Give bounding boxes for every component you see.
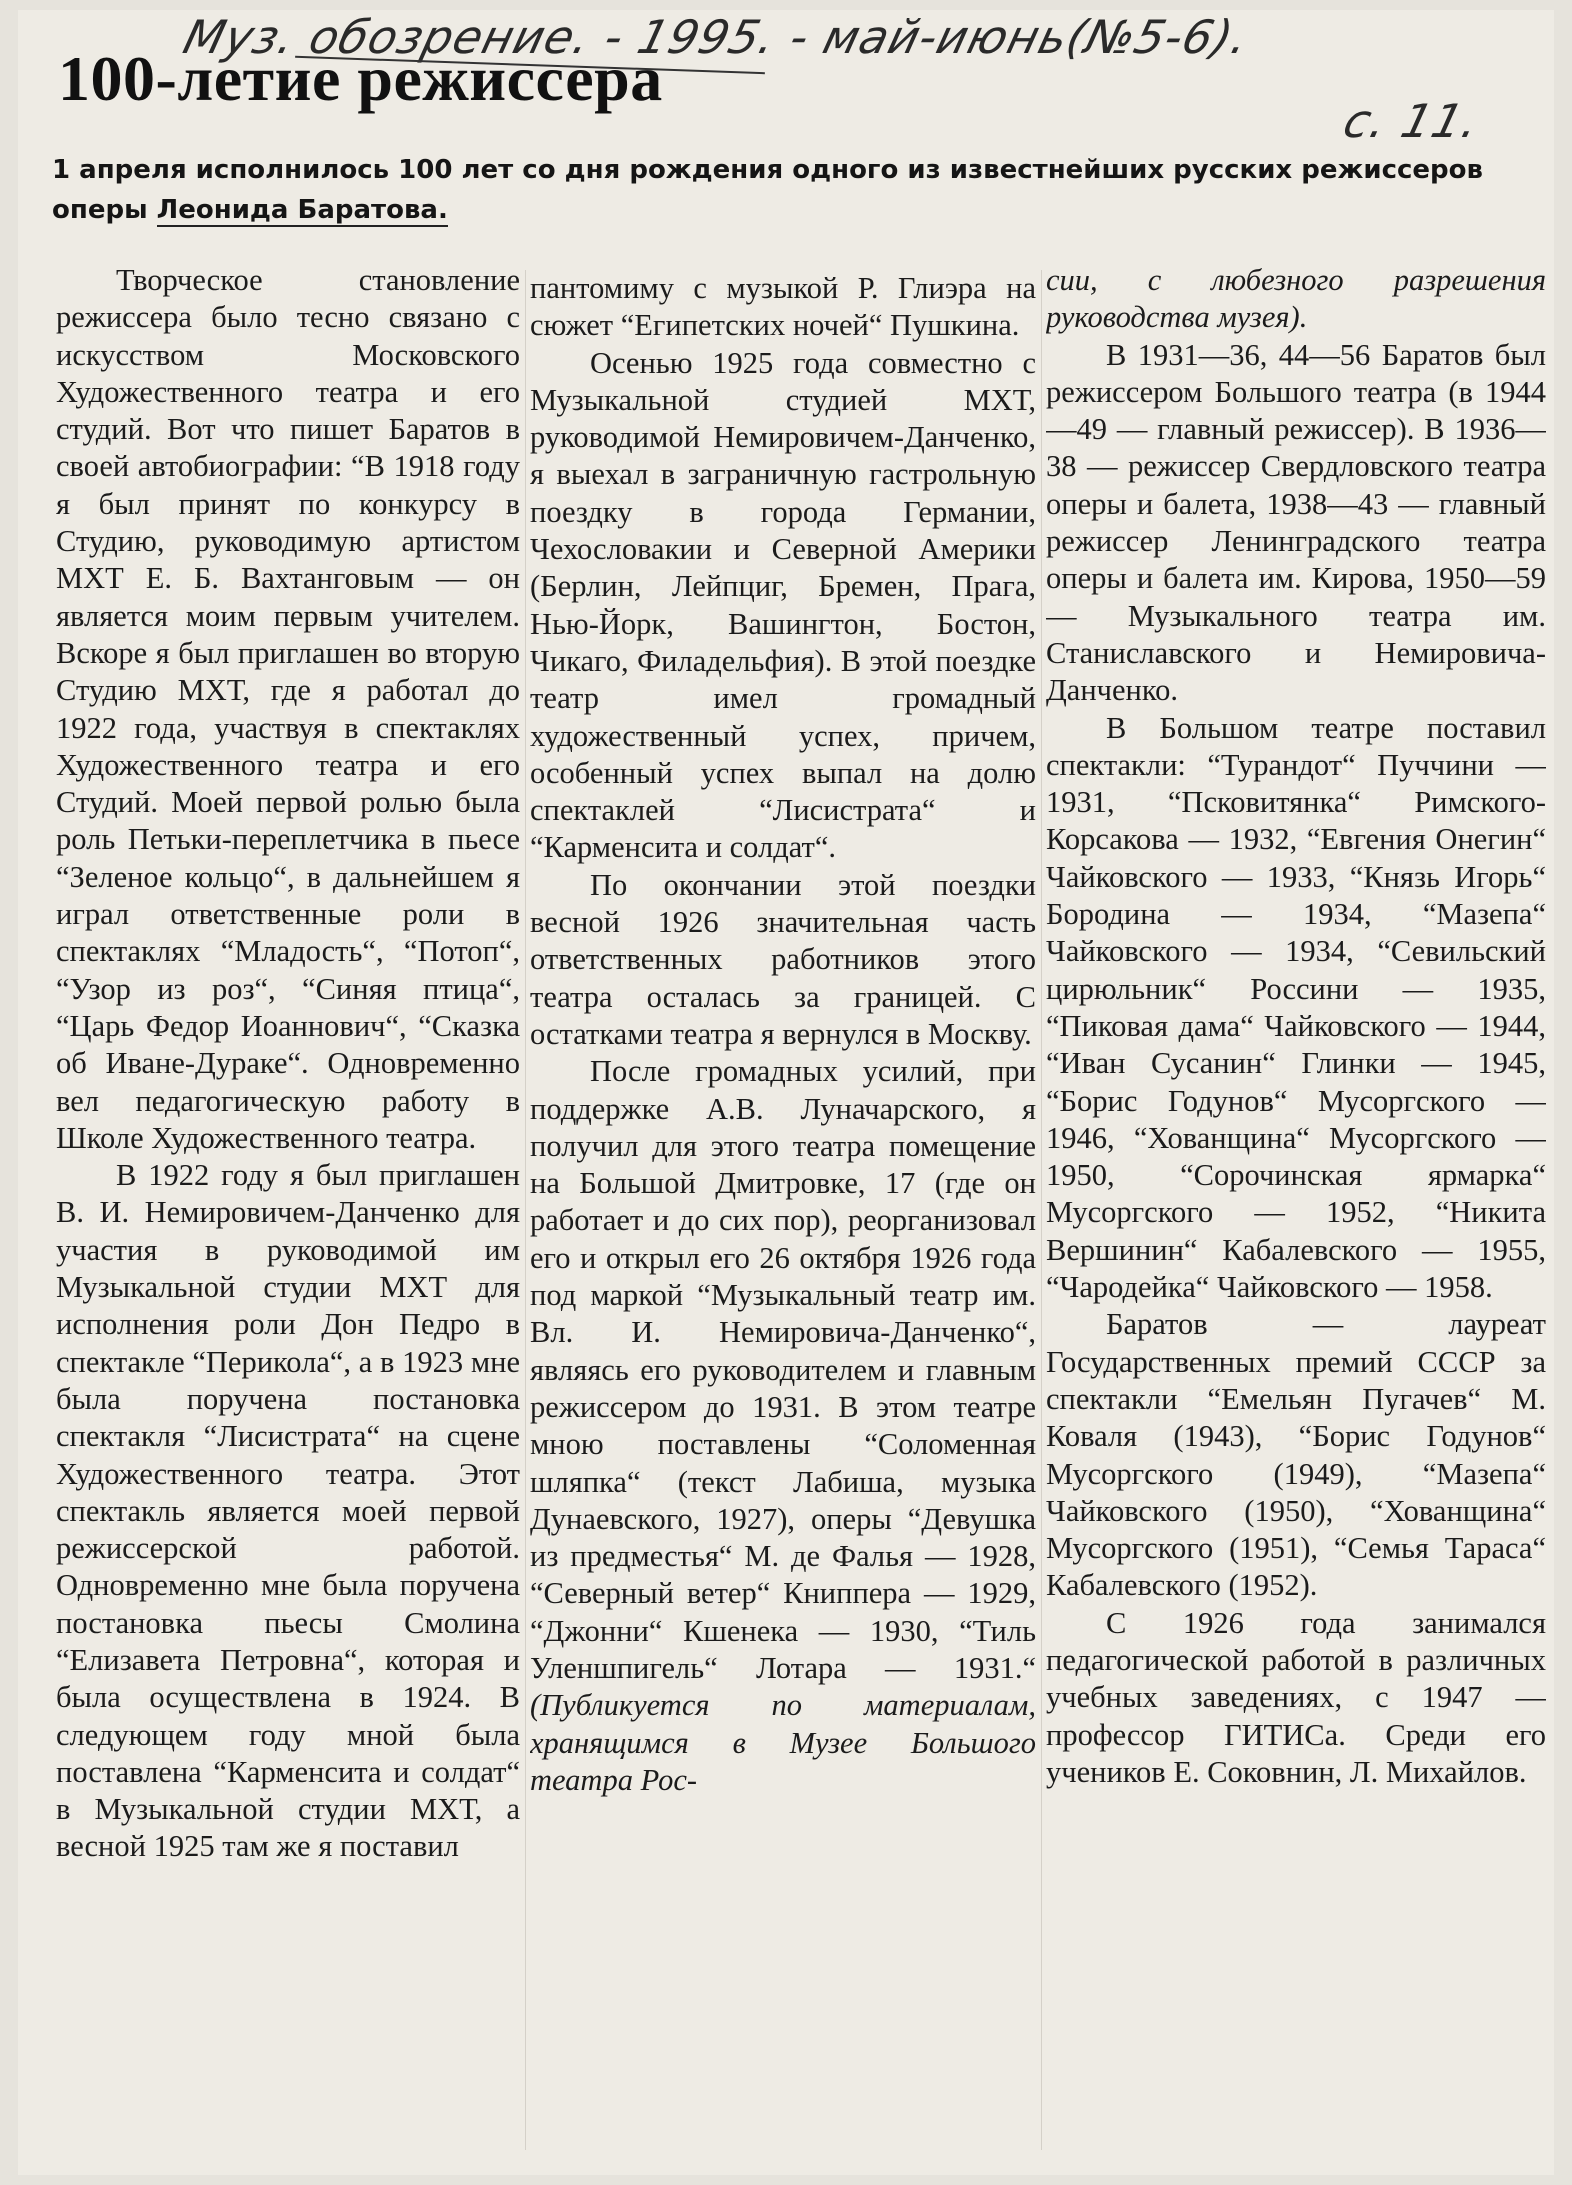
paragraph: Баратов — лауреат Государственных премий СССР за спектакли “Емельян Пугачев“ М. Коваля (1943), “Борис Годунов“ Мусоргского (1949), “Мазепа“ Чайковского (1950), “Хованщина“ Мусоргского (1951), “Семья Тараса“ Кабалевского (1952). bbox=[1046, 1307, 1546, 1603]
credit-text: сии, с любезного разрешения руководства музея). bbox=[1046, 263, 1546, 335]
paragraph-text: После громадных усилий, при поддержке А.В. Луначарского, я получил для этого театра помещение на Большой Дмитровке, 17 (где он работает и до сих пор), реорганизовал его и открыл его 26 октября 1926 года под маркой “Музыкальный театр им. Вл. И. Немировича-Данченко“, являясь его руководителем и главным режиссером до 1931. В этом театре мною поставлены “Соломенная шляпка“ (текст Лабиша, музыка Дунаевского, 1927), оперы “Девушка из предместья“ М. де Фалья — 1928, “Северный ветер“ Книппера — 1929, “Джонни“ Кшенека — 1930, “Тиль Уленшпигель“ Лотара — 1931.“ bbox=[530, 1054, 1036, 1685]
paragraph: Осенью 1925 года совместно с Музыкальной студией МХТ, руководимой Немировичем-Данченко, я выехал в заграничную гастрольную поездку в города Германии, Чехословакии и Северной Америки (Берлин, Лейпциг, Бремен, Прага, Нью-Йорк, Вашингтон, Бостон, Чикаго, Филадельфия). В этой поездке театр имел громадный художественный успех, причем, особенный успех выпал на долю спектаклей “Лисистрата“ и “Карменсита и солдат“. bbox=[530, 345, 1036, 865]
paragraph: Творческое становление режиссера было тесно связано с искусством Московского Художественного театра и его студий. Вот что пишет Баратов в своей автобиографии: “В 1918 году я был принят по конкурсу в Студию, руководимую артистом МХТ Е. Б. Вахтанговым — он является моим первым учителем. Вскоре я был приглашен во вторую Студию МХТ, где я работал до 1922 года, участвуя в спектаклях Художественного театра и его Студий. Моей первой ролью была роль Петьки-переплетчика в пьесе “Зеленое кольцо“, в дальнейшем я играл ответственные роли в спектаклях “Младость“, “Потоп“, “Узор из роз“, “Синяя птица“, “Царь Федор Иоаннович“, “Сказка об Иване-Дураке“. Одновременно вел педагогическую работу в Школе Художественного театра. bbox=[56, 263, 520, 1155]
paragraph: С 1926 года занимался педагогической работой в различных учебных заведениях, с 1947 — профессор ГИТИСа. Среди его учеников Е. Соковнин, Л. Михайлов. bbox=[1046, 1605, 1546, 1789]
column-gutter bbox=[525, 270, 526, 2150]
paragraph: В 1931—36, 44—56 Баратов был режиссером Большого театра (в 1944—49 — главный режиссер). В 1936—38 — режиссер Свердловского театра оперы и балета, 1938—43 — главный режиссер Ленинградского театра оперы и балета им. Кирова, 1950—59 — Музыкального театра им. Станиславского и Немировича-Данченко. bbox=[1046, 337, 1546, 708]
publication-credit: (Публикуется по материалам, хранящимся в Музее Большого театра Рос- bbox=[530, 1688, 1036, 1797]
article-column-2 bbox=[530, 270, 1036, 2160]
lead-name: Леонида Баратова. bbox=[156, 195, 448, 225]
lead-text: 1 апреля исполнилось 100 лет со дня рождения одного из известнейших русских режиссеров оперы bbox=[52, 155, 1483, 225]
article-column-3 bbox=[1046, 262, 1546, 2157]
article-lead bbox=[52, 150, 1542, 230]
column-gutter bbox=[1041, 270, 1042, 2150]
paragraph: По окончании этой поездки весной 1926 значительная часть ответственных работников этого театра осталась за границей. С остатками театра я вернулся в Москву. bbox=[530, 867, 1036, 1051]
paragraph bbox=[530, 1053, 1036, 1799]
handwritten-note-line1: Муз. обозрение. - 1995. - май-июнь(№5-6). bbox=[178, 10, 1255, 64]
paragraph: В Большом театре поставил спектакли: “Турандот“ Пуччини — 1931, “Псковитянка“ Римского-Корсакова — 1932, “Евгения Онегин“ Чайковского — 1933, “Князь Игорь“ Бородина — 1934, “Мазепа“ Чайковского — 1934, “Севильский цирюльник“ Россини — 1935, “Пиковая дама“ Чайковского — 1944, “Иван Сусанин“ Глинки — 1945, “Борис Годунов“ Мусоргского — 1946, “Хованщина“ Мусоргского — 1950, “Сорочинская ярмарка“ Мусоргского — 1952, “Никита Вершинин“ Кабалевского — 1955, “Чародейка“ Чайковского — 1958. bbox=[1046, 710, 1546, 1305]
paragraph: В 1922 году я был приглашен В. И. Немировичем-Данченко для участия в руководимой им Музыкальной студии МХТ для исполнения роли Дон Педро в спектакле “Перикола“, а в 1923 мне была поручена постановка спектакля “Лисистрата“ на сцене Художественного театра. Этот спектакль является моей первой режиссерской работой. Одновременно мне была поручена постановка пьесы Смолина “Елизавета Петровна“, которая и была осуществлена в 1924. В следующем году мной была поставлена “Карменсита и солдат“ в Музыкальной студии МХТ, а весной 1925 там же я поставил bbox=[56, 1158, 520, 1864]
publication-credit-continued bbox=[1046, 262, 1546, 337]
article-headline: 100-летие режиссера bbox=[58, 43, 663, 114]
paragraph: пантомиму с музыкой Р. Глиэра на сюжет “Египетских ночей“ Пушкина. bbox=[530, 271, 1036, 343]
handwritten-note-line2: с. 11. bbox=[1338, 94, 1486, 148]
article-column-1 bbox=[56, 262, 520, 2162]
